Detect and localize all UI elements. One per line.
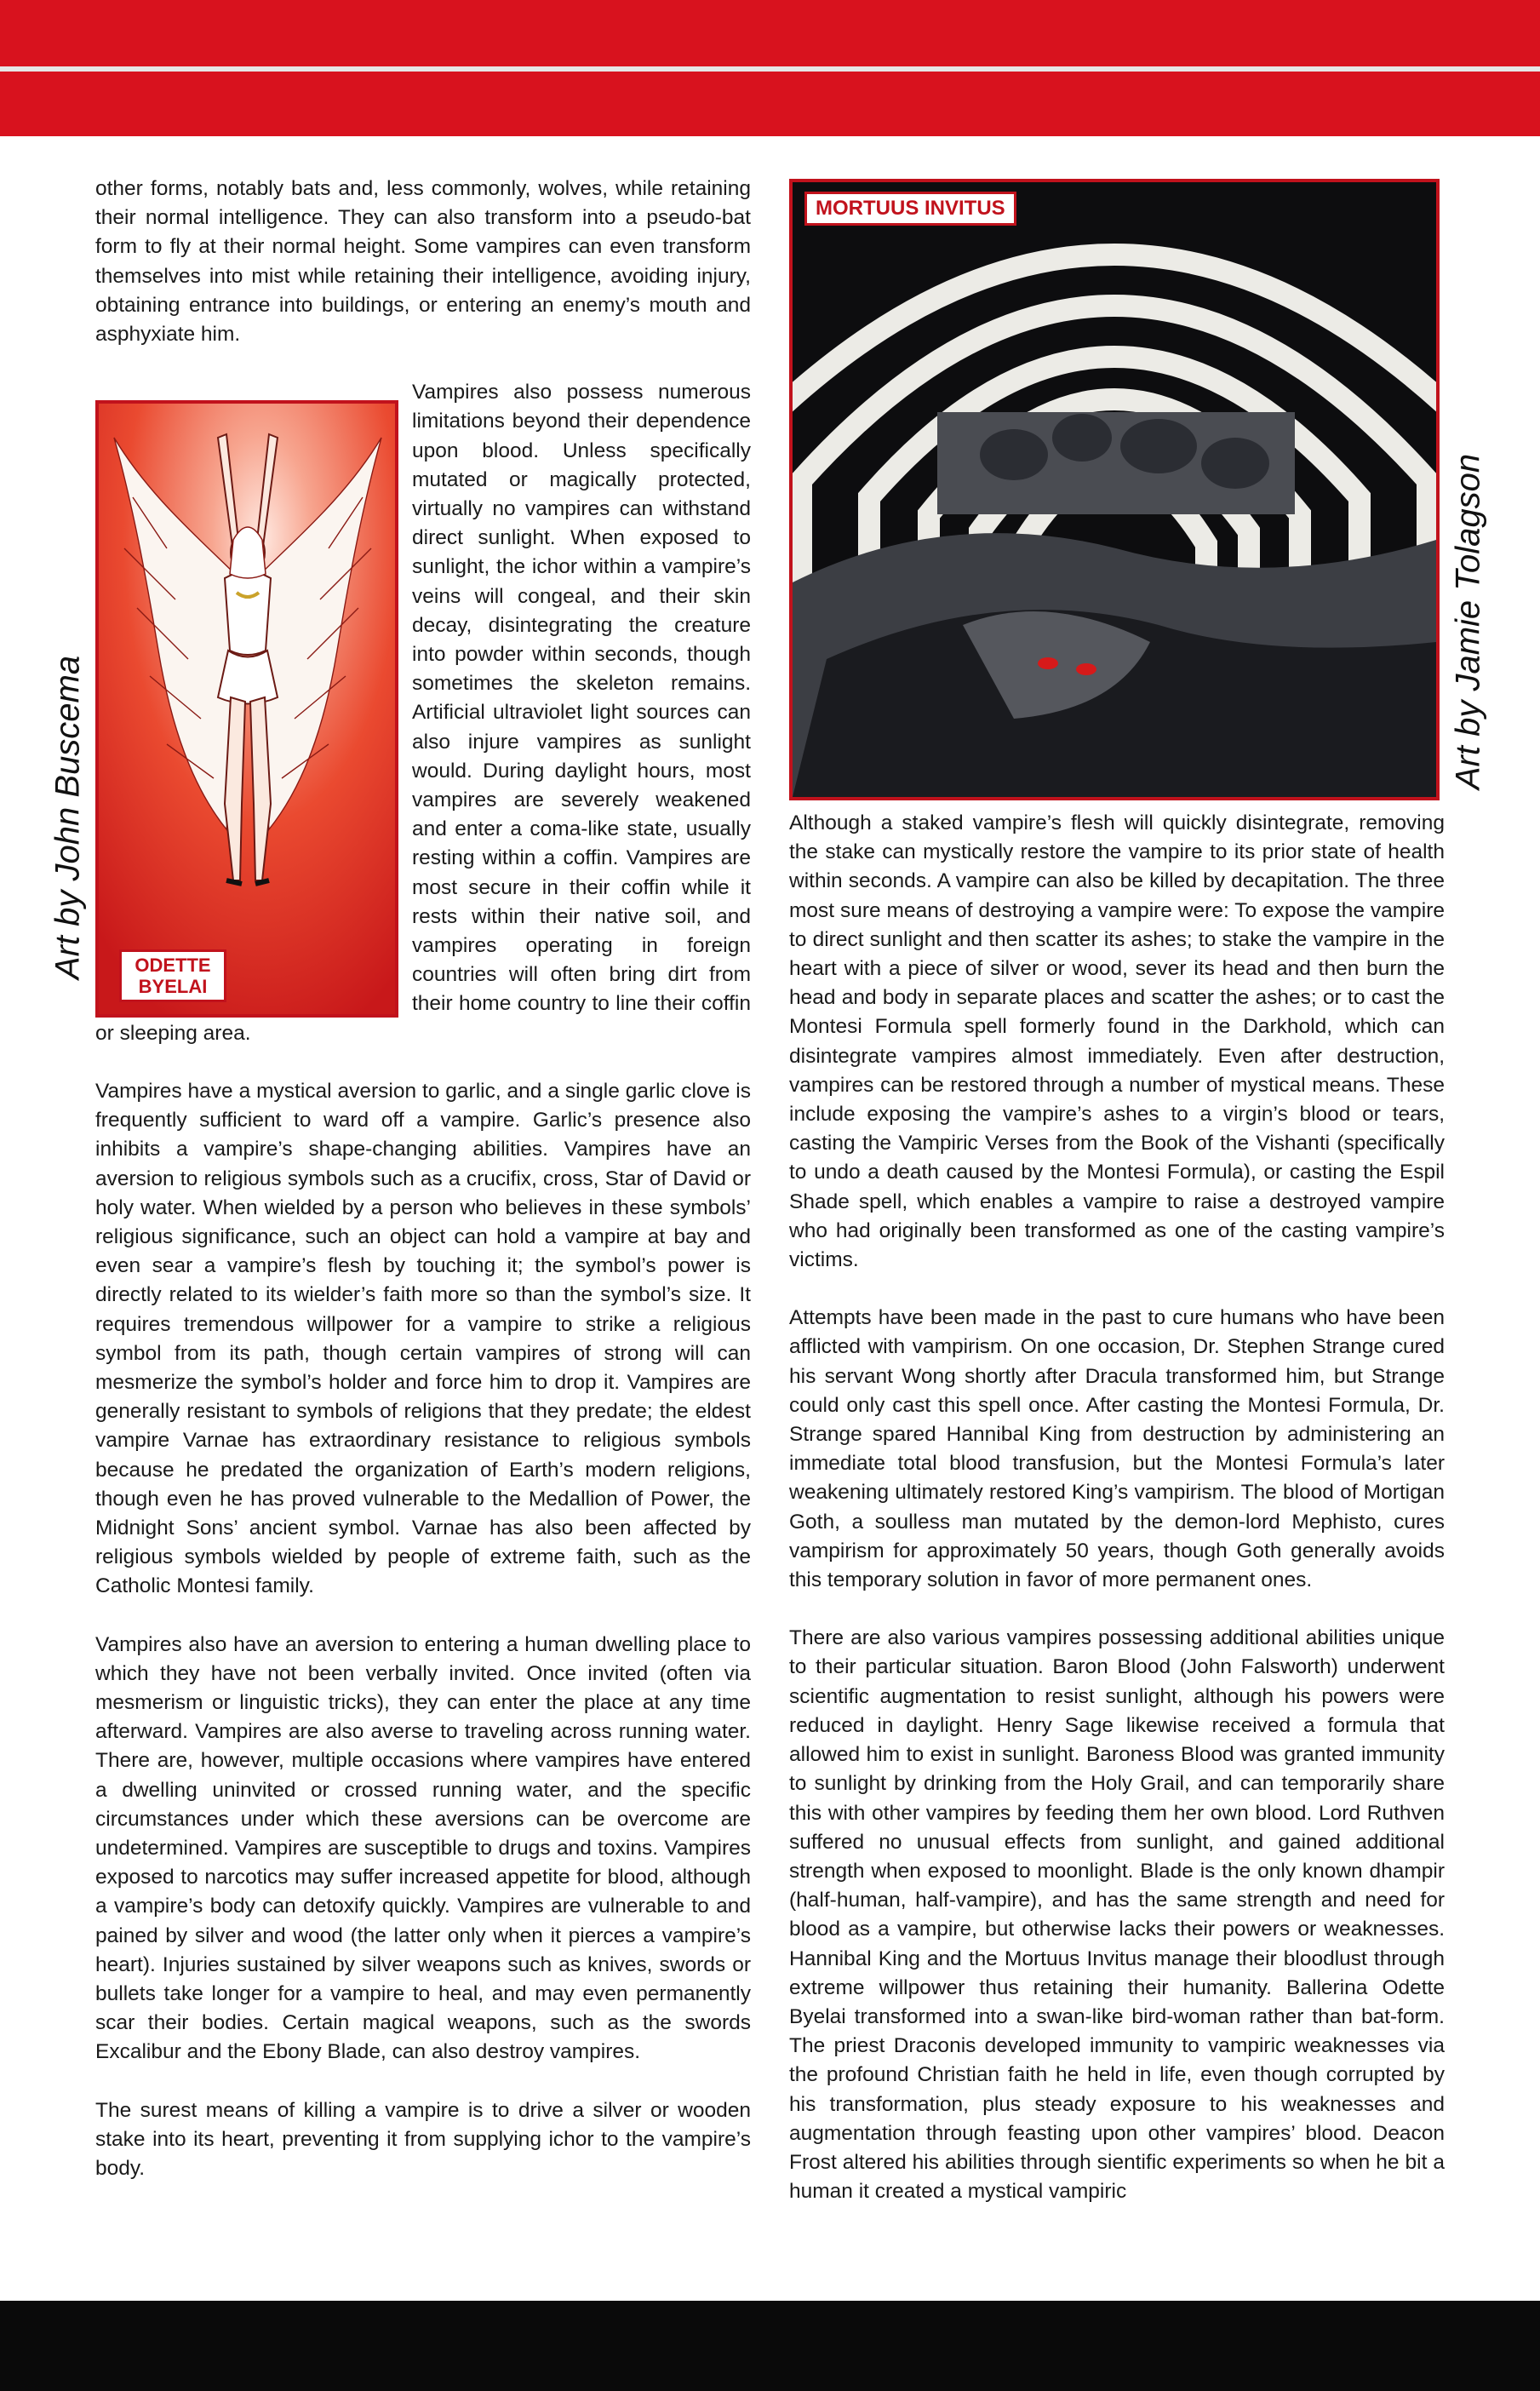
tunnel-battle-art: [793, 182, 1436, 797]
paragraph: other forms, notably bats and, less commonly, wolves, while retaining their normal intelligence. They can also transform into a pseudo-bat form to fly at their normal height. Some vampires can even transform themselves into mist while retaining their intelligence, avoiding injury, obtaining entrance into buildings, or entering an enemy’s mouth and asphyxiate him.: [95, 177, 751, 347]
paragraph: Vampires also possess numerous limitations beyond their dependence upon blood. Unless specifically mutated or magically protected, virtually no vampires can withstand direct sunlight. When exposed to sunlight, the ichor within a vampire’s veins will congeal, and their skin decay, disintegrating the creature into powder within seconds, though sometimes the skeleton remains. Artificial ultraviolet light sources can also injure vampires as sunlight would. During daylight hours, most vampires are severely weakened and enter a coma-like state, usually resting within a coffin. Vampires are most secure in their coffin while it rests within their native soil, and vampires operating in foreign countries will often bring dirt from their home country to line their coffin or sleeping area.: [95, 381, 751, 1045]
odette-illustration: [95, 400, 398, 1018]
mortuus-caption: MORTUUS INVITUS: [804, 192, 1016, 226]
mortuus-illustration: [789, 179, 1440, 800]
caption-line: BYELAI: [138, 976, 208, 997]
right-art-credit: Art by Jamie Tolagson: [1449, 453, 1487, 790]
right-column: [789, 809, 1445, 2235]
paragraph: Although a staked vampire’s flesh will quickly disintegrate, removing the stake can mystically restore the vampire to its prior state of health within seconds. A vampire can also be killed by decapitation. The three most sure means of destroying a vampire were: To expose the vampire to direct sunlight and then scatter its ashes; to stake the vampire in the heart with a piece of silver or wood, sever its head and then burn the head and body in separate places and scatter the ashes; or to cast the Montesi Formula spell formerly found in the Darkhold, which can disintegrate vampires almost immediately. Even after destruction, vampires can be restored through a number of mystical means. These include exposing the vampire’s ashes to a virgin’s blood or tears, casting the Vampiric Verses from the Book of the Vishanti (specifically to undo a death caused by the Montesi Formula), or casting the Espil Shade spell, which enables a vampire to raise a destroyed vampire who had originally been transformed as one of the casting vampire’s victims.: [789, 811, 1445, 1272]
header-band: [0, 0, 1540, 136]
paragraph: There are also various vampires possessing additional abilities unique to their particular situation. Baron Blood (John Falsworth) underwent scientific augmentation to resist sunlight, although his powers were reduced in daylight. Henry Sage likewise received a formula that allowed him to exist in sunlight. Baroness Blood was granted immunity to sunlight by drinking from the Holy Grail, and can temporarily share this with other vampires by feeding them her own blood. Lord Ruthven suffered no unusual effects from sunlight, and gained additional strength when exposed to moonlight. Blade is the only known dhampir (half-human, half-vampire), and has the same strength and need for blood as a vampire, but otherwise lacks their powers or weaknesses. Hannibal King and the Mortuus Invitus manage their bloodlust through extreme willpower thus retaining their humanity. Ballerina Odette Byelai transformed into a swan-like bird-woman rather than bat-form. The priest Draconis developed immunity to vampiric weaknesses via the profound Christian faith he held in life, even though corrupted by his transformation, plus steady exposure to his weaknesses and augmentation through feasting upon other vampires’ blood. Deacon Frost altered his abilities through sientific experiments so when he bit a human it created a mystical vampiric: [789, 1626, 1445, 2204]
swan-woman-art: [99, 404, 395, 1014]
paragraph: The surest means of killing a vampire is to drive a silver or wooden stake into its heart, preventing it from supplying ichor to the vampire’s body.: [95, 2098, 751, 2180]
odette-caption: [119, 949, 226, 1002]
left-art-credit: Art by John Buscema: [49, 655, 87, 980]
paragraph: Vampires also have an aversion to entering a human dwelling place to which they have not been verbally invited. Once invited (often via mesmerism or linguistic tricks), they can enter the place at any time afterward. Vampires are also averse to traveling across running water. There are, however, multiple occasions where vampires have entered a dwelling uninvited or crossed running water, and the specific circumstances under which these aversions can be overcome are undetermined. Vampires are susceptible to drugs and toxins. Vampires exposed to narcotics may suffer increased appetite for blood, although a vampire’s body can detoxify quickly. Vampires are vulnerable to and pained by silver and wood (the latter only when it pierces a vampire’s heart). Injuries sustained by silver weapons such as knives, swords or bullets take longer for a vampire to heal, and may even permanently scar their bodies. Certain magical weapons, such as the swords Excalibur and the Ebony Blade, can also destroy vampires.: [95, 1632, 751, 2064]
paragraph: Vampires have a mystical aversion to garlic, and a single garlic clove is frequently sufficient to ward off a vampire. Garlic’s presence also inhibits a vampire’s shape-changing abilities. Vampires have an aversion to religious symbols such as a crucifix, cross, Star of David or holy water. When wielded by a person who believes in these symbols’ religious significance, such an object can hold a vampire at bay and even sear a vampire’s flesh by touching it; the symbol’s power is directly related to its wielder’s faith more so than the symbol’s size. It requires tremendous willpower for a vampire to strike a religious symbol from its path, though certain vampires of strong will can mesmerize the symbol’s holder and force him to drop it. Vampires are generally resistant to symbols of religions that they predate; the eldest vampire Varnae has extraordinary resistance to religious symbols because he predated the organization of Earth’s modern religions, though even he has proved vulnerable to the Medallion of Power, the Midnight Sons’ ancient symbol. Varnae has also been affected by religious symbols wielded by people of extreme faith, such as the Catholic Montesi family.: [95, 1079, 751, 1598]
caption-line: ODETTE: [135, 955, 211, 976]
footer-band: [0, 2301, 1540, 2391]
paragraph: Attempts have been made in the past to cure humans who have been afflicted with vampirism. On one occasion, Dr. Stephen Strange cured his servant Wong shortly after Dracula transformed him, but Strange could only cast this spell once. After casting the Montesi Formula, Dr. Strange spared Hannibal King from destruction by administering an immediate total blood transfusion, but the Montesi Formula’s later weakening ultimately restored King’s vampirism. The blood of Mortigan Goth, a soulless man mutated by the demon-lord Mephisto, cures vampirism for approximately 50 years, though Goth generally avoids this temporary solution in favor of more permanent ones.: [789, 1306, 1445, 1592]
